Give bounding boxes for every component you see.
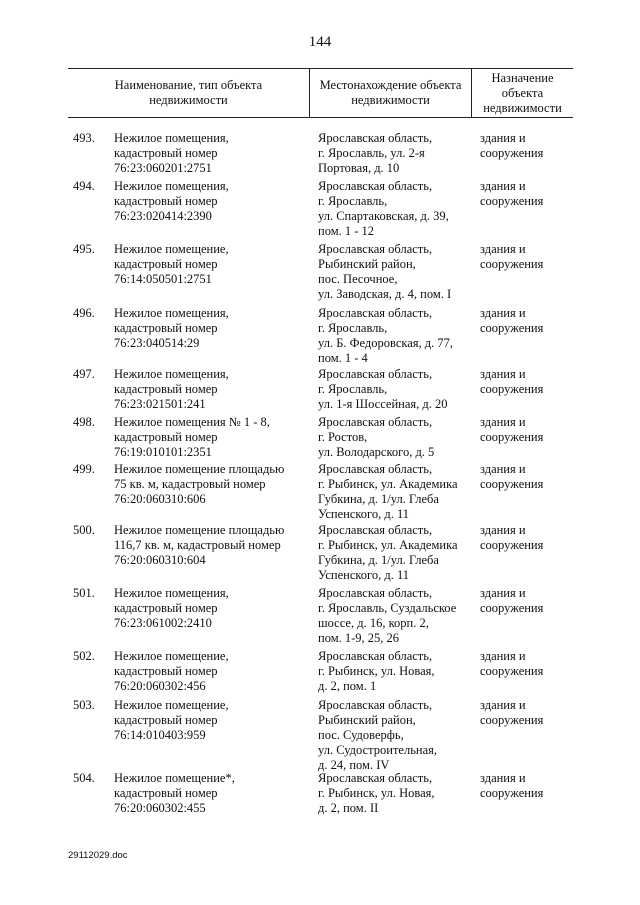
row-number: 494. [73,179,95,193]
object-purpose: здания и сооружения [480,131,544,160]
object-location: Ярославская область, г. Ярославль, ул. Спартаковская, д. 39, пом. 1 - 12 [318,179,449,238]
object-name: Нежилое помещения, кадастровый номер 76:23:061002:2410 [114,586,229,630]
row-number: 495. [73,242,95,256]
object-name: Нежилое помещение, кадастровый номер 76:20:060302:456 [114,649,229,693]
row-number: 499. [73,462,95,476]
table-header [68,68,573,118]
object-location: Ярославская область, г. Рыбинск, ул. Новая, д. 2, пом. II [318,771,435,815]
row-number: 493. [73,131,95,145]
row-number: 504. [73,771,95,785]
object-name: Нежилое помещение площадью 75 кв. м, кадастровый номер 76:20:060310:606 [114,462,285,506]
object-purpose: здания и сооружения [480,586,544,615]
object-purpose: здания и сооружения [480,306,544,335]
row-number: 501. [73,586,95,600]
object-name: Нежилое помещение, кадастровый номер 76:14:010403:959 [114,698,229,742]
object-name: Нежилое помещения № 1 - 8, кадастровый номер 76:19:010101:2351 [114,415,270,459]
object-location: Ярославская область, г. Рыбинск, ул. Новая, д. 2, пом. 1 [318,649,435,693]
row-number: 502. [73,649,95,663]
object-location: Ярославская область, г. Ярославль, Суздальское шоссе, д. 16, корп. 2, пом. 1-9, 25, 26 [318,586,457,645]
row-number: 497. [73,367,95,381]
object-location: Ярославская область, г. Ярославль, ул. 2-я Портовая, д. 10 [318,131,433,175]
header-name-column: Наименование, тип объекта недвижимости [68,69,310,117]
object-purpose: здания и сооружения [480,242,544,271]
header-purpose-column: Назначение объекта недвижимости [483,70,562,115]
object-location: Ярославская область, г. Ярославль, ул. 1-я Шоссейная, д. 20 [318,367,448,411]
object-purpose: здания и сооружения [480,462,544,491]
header-location-column: Местонахождение объекта недвижимости [310,69,472,117]
object-purpose: здания и сооружения [480,523,544,552]
object-name: Нежилое помещения, кадастровый номер 76:23:060201:2751 [114,131,229,175]
object-name: Нежилое помещения, кадастровый номер 76:23:020414:2390 [114,179,229,223]
row-number: 503. [73,698,95,712]
object-purpose: здания и сооружения [480,649,544,678]
object-purpose: здания и сооружения [480,367,544,396]
object-purpose: здания и сооружения [480,698,544,727]
file-name: 29112029.doc [68,850,128,861]
object-purpose: здания и сооружения [480,415,544,444]
object-location: Ярославская область, г. Рыбинск, ул. Академика Губкина, д. 1/ул. Глеба Успенского, д. 11 [318,462,458,521]
object-location: Ярославская область, г. Рыбинск, ул. Академика Губкина, д. 1/ул. Глеба Успенского, д. 11 [318,523,458,582]
object-location: Ярославская область, Рыбинский район, пос. Песочное, ул. Заводская, д. 4, пом. I [318,242,452,301]
object-location: Ярославская область, г. Ростов, ул. Володарского, д. 5 [318,415,435,459]
object-name: Нежилое помещение, кадастровый номер 76:14:050501:2751 [114,242,229,286]
object-location: Ярославская область, г. Ярославль, ул. Б. Федоровская, д. 77, пом. 1 - 4 [318,306,454,365]
page-number: 144 [308,34,332,50]
object-purpose: здания и сооружения [480,771,544,800]
object-name: Нежилое помещение площадью 116,7 кв. м, кадастровый номер 76:20:060310:604 [114,523,285,567]
row-number: 500. [73,523,95,537]
object-name: Нежилое помещение*, кадастровый номер 76:20:060302:455 [114,771,235,815]
object-location: Ярославская область, Рыбинский район, пос. Судоверфь, ул. Судостроительная, д. 24, пом. IV [318,698,438,772]
object-name: Нежилое помещения, кадастровый номер 76:23:021501:241 [114,367,229,411]
row-number: 496. [73,306,95,320]
object-name: Нежилое помещения, кадастровый номер 76:23:040514:29 [114,306,229,350]
object-purpose: здания и сооружения [480,179,544,208]
row-number: 498. [73,415,95,429]
